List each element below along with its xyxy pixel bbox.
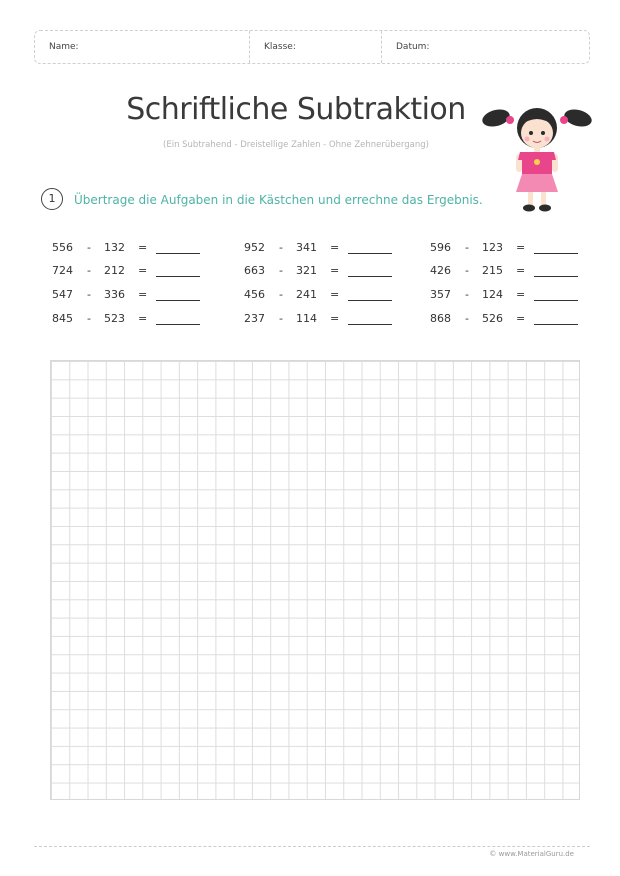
answer-blank[interactable] [348,276,392,277]
subtrahend: 114 [296,312,317,325]
minuend: 456 [244,288,265,301]
equals-sign: = [138,288,148,301]
subtrahend: 123 [482,241,503,254]
answer-blank[interactable] [534,300,578,301]
answer-blank[interactable] [156,276,200,277]
answer-blank[interactable] [156,253,200,254]
subtrahend: 212 [104,264,125,277]
exercise-item [244,241,404,257]
minus-sign: - [279,312,283,325]
subtrahend: 341 [296,241,317,254]
task-instruction: Übertrage die Aufgaben in die Kästchen und errechne das Ergebnis. [74,193,483,207]
equals-sign: = [330,241,340,254]
subtrahend: 336 [104,288,125,301]
page-title: Schriftliche Subtraktion [126,92,466,127]
equals-sign: = [330,264,340,277]
minuend: 663 [244,264,265,277]
equals-sign: = [516,264,526,277]
equals-sign: = [330,312,340,325]
subtrahend: 523 [104,312,125,325]
exercise-item [430,288,590,304]
subtrahend: 215 [482,264,503,277]
minuend: 237 [244,312,265,325]
minus-sign: - [87,288,91,301]
minus-sign: - [465,241,469,254]
equals-sign: = [516,312,526,325]
class-field[interactable] [249,31,381,63]
minuend: 952 [244,241,265,254]
minuend: 556 [52,241,73,254]
minuend: 724 [52,264,73,277]
answer-blank[interactable] [348,300,392,301]
page-subtitle: (Ein Subtrahend - Dreistellige Zahlen - Ohne Zehnerübergang) [163,140,429,150]
student-info-header [34,30,590,64]
answer-blank[interactable] [156,300,200,301]
footer-divider [34,846,590,847]
subtrahend: 321 [296,264,317,277]
subtrahend: 124 [482,288,503,301]
minus-sign: - [465,312,469,325]
equals-sign: = [138,264,148,277]
copyright-text: © www.MaterialGuru.de [489,850,574,858]
minus-sign: - [279,264,283,277]
exercise-item [52,312,212,328]
subtrahend: 132 [104,241,125,254]
exercise-item [430,264,590,280]
answer-blank[interactable] [348,324,392,325]
girl-illustration [482,98,592,216]
equals-sign: = [516,241,526,254]
minuend: 868 [430,312,451,325]
minus-sign: - [279,288,283,301]
subtrahend: 526 [482,312,503,325]
equals-sign: = [138,312,148,325]
minuend: 845 [52,312,73,325]
answer-blank[interactable] [534,253,578,254]
answer-blank[interactable] [534,276,578,277]
minus-sign: - [279,241,283,254]
minus-sign: - [87,312,91,325]
minus-sign: - [87,264,91,277]
exercise-item [244,312,404,328]
name-field[interactable] [35,31,249,63]
answer-blank[interactable] [534,324,578,325]
exercise-item [430,241,590,257]
minus-sign: - [465,288,469,301]
exercise-item [244,288,404,304]
minus-sign: - [465,264,469,277]
answer-blank[interactable] [348,253,392,254]
task-number-badge: 1 [41,188,63,210]
exercise-item [52,241,212,257]
answer-blank[interactable] [156,324,200,325]
minuend: 547 [52,288,73,301]
exercise-item [52,288,212,304]
exercise-item [430,312,590,328]
class-label: Klasse: [264,42,296,52]
exercise-item [244,264,404,280]
equals-sign: = [138,241,148,254]
minus-sign: - [87,241,91,254]
equals-sign: = [516,288,526,301]
equals-sign: = [330,288,340,301]
subtrahend: 241 [296,288,317,301]
name-label: Name: [49,42,79,52]
date-field[interactable] [381,31,589,63]
minuend: 426 [430,264,451,277]
date-label: Datum: [396,42,430,52]
minuend: 596 [430,241,451,254]
minuend: 357 [430,288,451,301]
exercise-item [52,264,212,280]
calculation-grid[interactable] [50,360,580,800]
